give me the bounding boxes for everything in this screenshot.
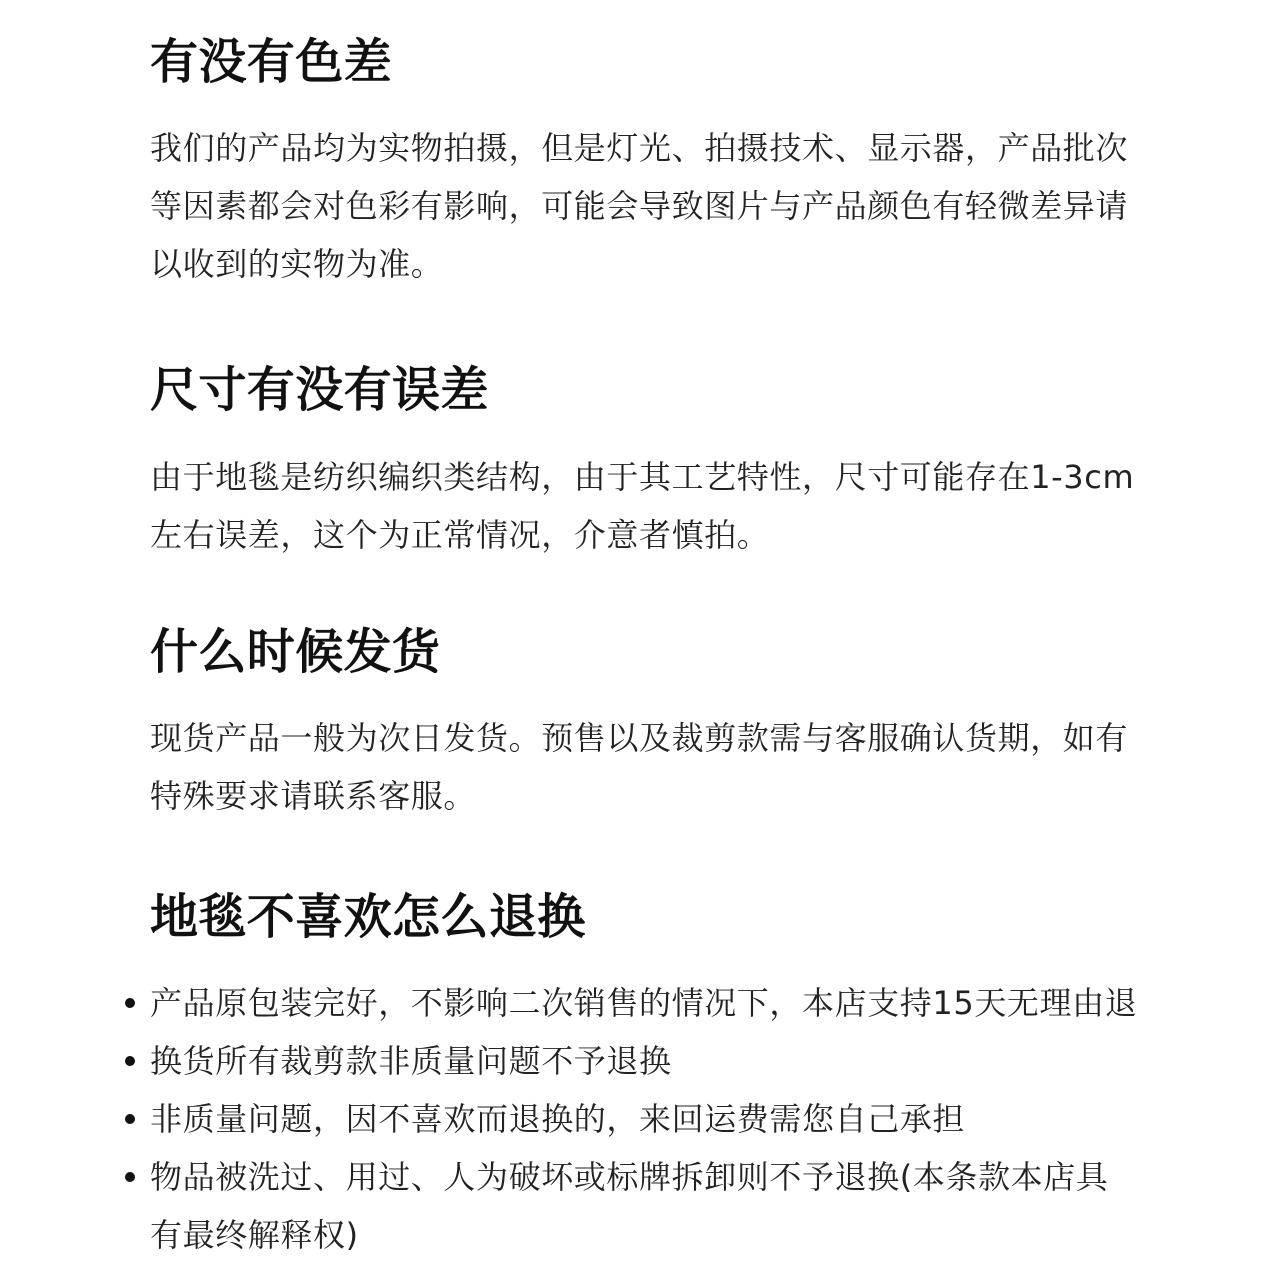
list-item-line: 换货所有裁剪款非质量问题不予退换 (150, 1042, 672, 1080)
paragraph-line: 等因素都会对色彩有影响，可能会导致图片与产品颜色有轻微差异请 (150, 187, 1129, 225)
section-paragraph (150, 448, 1250, 564)
paragraph-line: 特殊要求请联系客服。 (150, 777, 477, 815)
paragraph-line: 现货产品一般为次日发货。预售以及裁剪款需与客服确认货期，如有 (150, 719, 1129, 757)
section-paragraph (150, 709, 1250, 825)
paragraph-line: 我们的产品均为实物拍摄，但是灯光、拍摄技术、显示器，产品批次 (150, 129, 1129, 167)
paragraph-line: 由于地毯是纺织编织类结构，由于其工艺特性，尺寸可能存在1-3cm (150, 458, 1135, 496)
bullet-dot-icon (125, 1056, 135, 1066)
bullet-list (150, 974, 1250, 1264)
paragraph-line: 以收到的实物为准。 (150, 245, 444, 283)
bullet-dot-icon (125, 1114, 135, 1124)
paragraph-line: 左右误差，这个为正常情况，介意者慎拍。 (150, 516, 770, 554)
section-heading: 有没有色差 (150, 34, 393, 90)
list-item (150, 974, 1250, 1032)
bullet-dot-icon (125, 1172, 135, 1182)
section-color-difference (150, 30, 1250, 293)
list-item-line: 产品原包装完好，不影响二次销售的情况下，本店支持15天无理由退 (150, 984, 1138, 1022)
list-item (150, 1090, 1250, 1148)
section-heading: 尺寸有没有误差 (150, 362, 489, 418)
list-item-line: 物品被洗过、用过、人为破坏或标牌拆卸则不予退换(本条款本店具 (150, 1158, 1109, 1196)
section-heading: 什么时候发货 (150, 624, 441, 680)
section-return-policy (150, 885, 1250, 1264)
list-item (150, 1148, 1250, 1264)
list-item (150, 1032, 1250, 1090)
section-heading: 地毯不喜欢怎么退换 (150, 889, 586, 945)
list-item-line: 非质量问题，因不喜欢而退换的，来回运费需您自己承担 (150, 1100, 966, 1138)
section-shipping-time (150, 620, 1250, 825)
section-paragraph (150, 119, 1250, 293)
bullet-dot-icon (125, 998, 135, 1008)
list-item-line: 有最终解释权) (150, 1216, 359, 1254)
section-size-error (150, 358, 1250, 564)
